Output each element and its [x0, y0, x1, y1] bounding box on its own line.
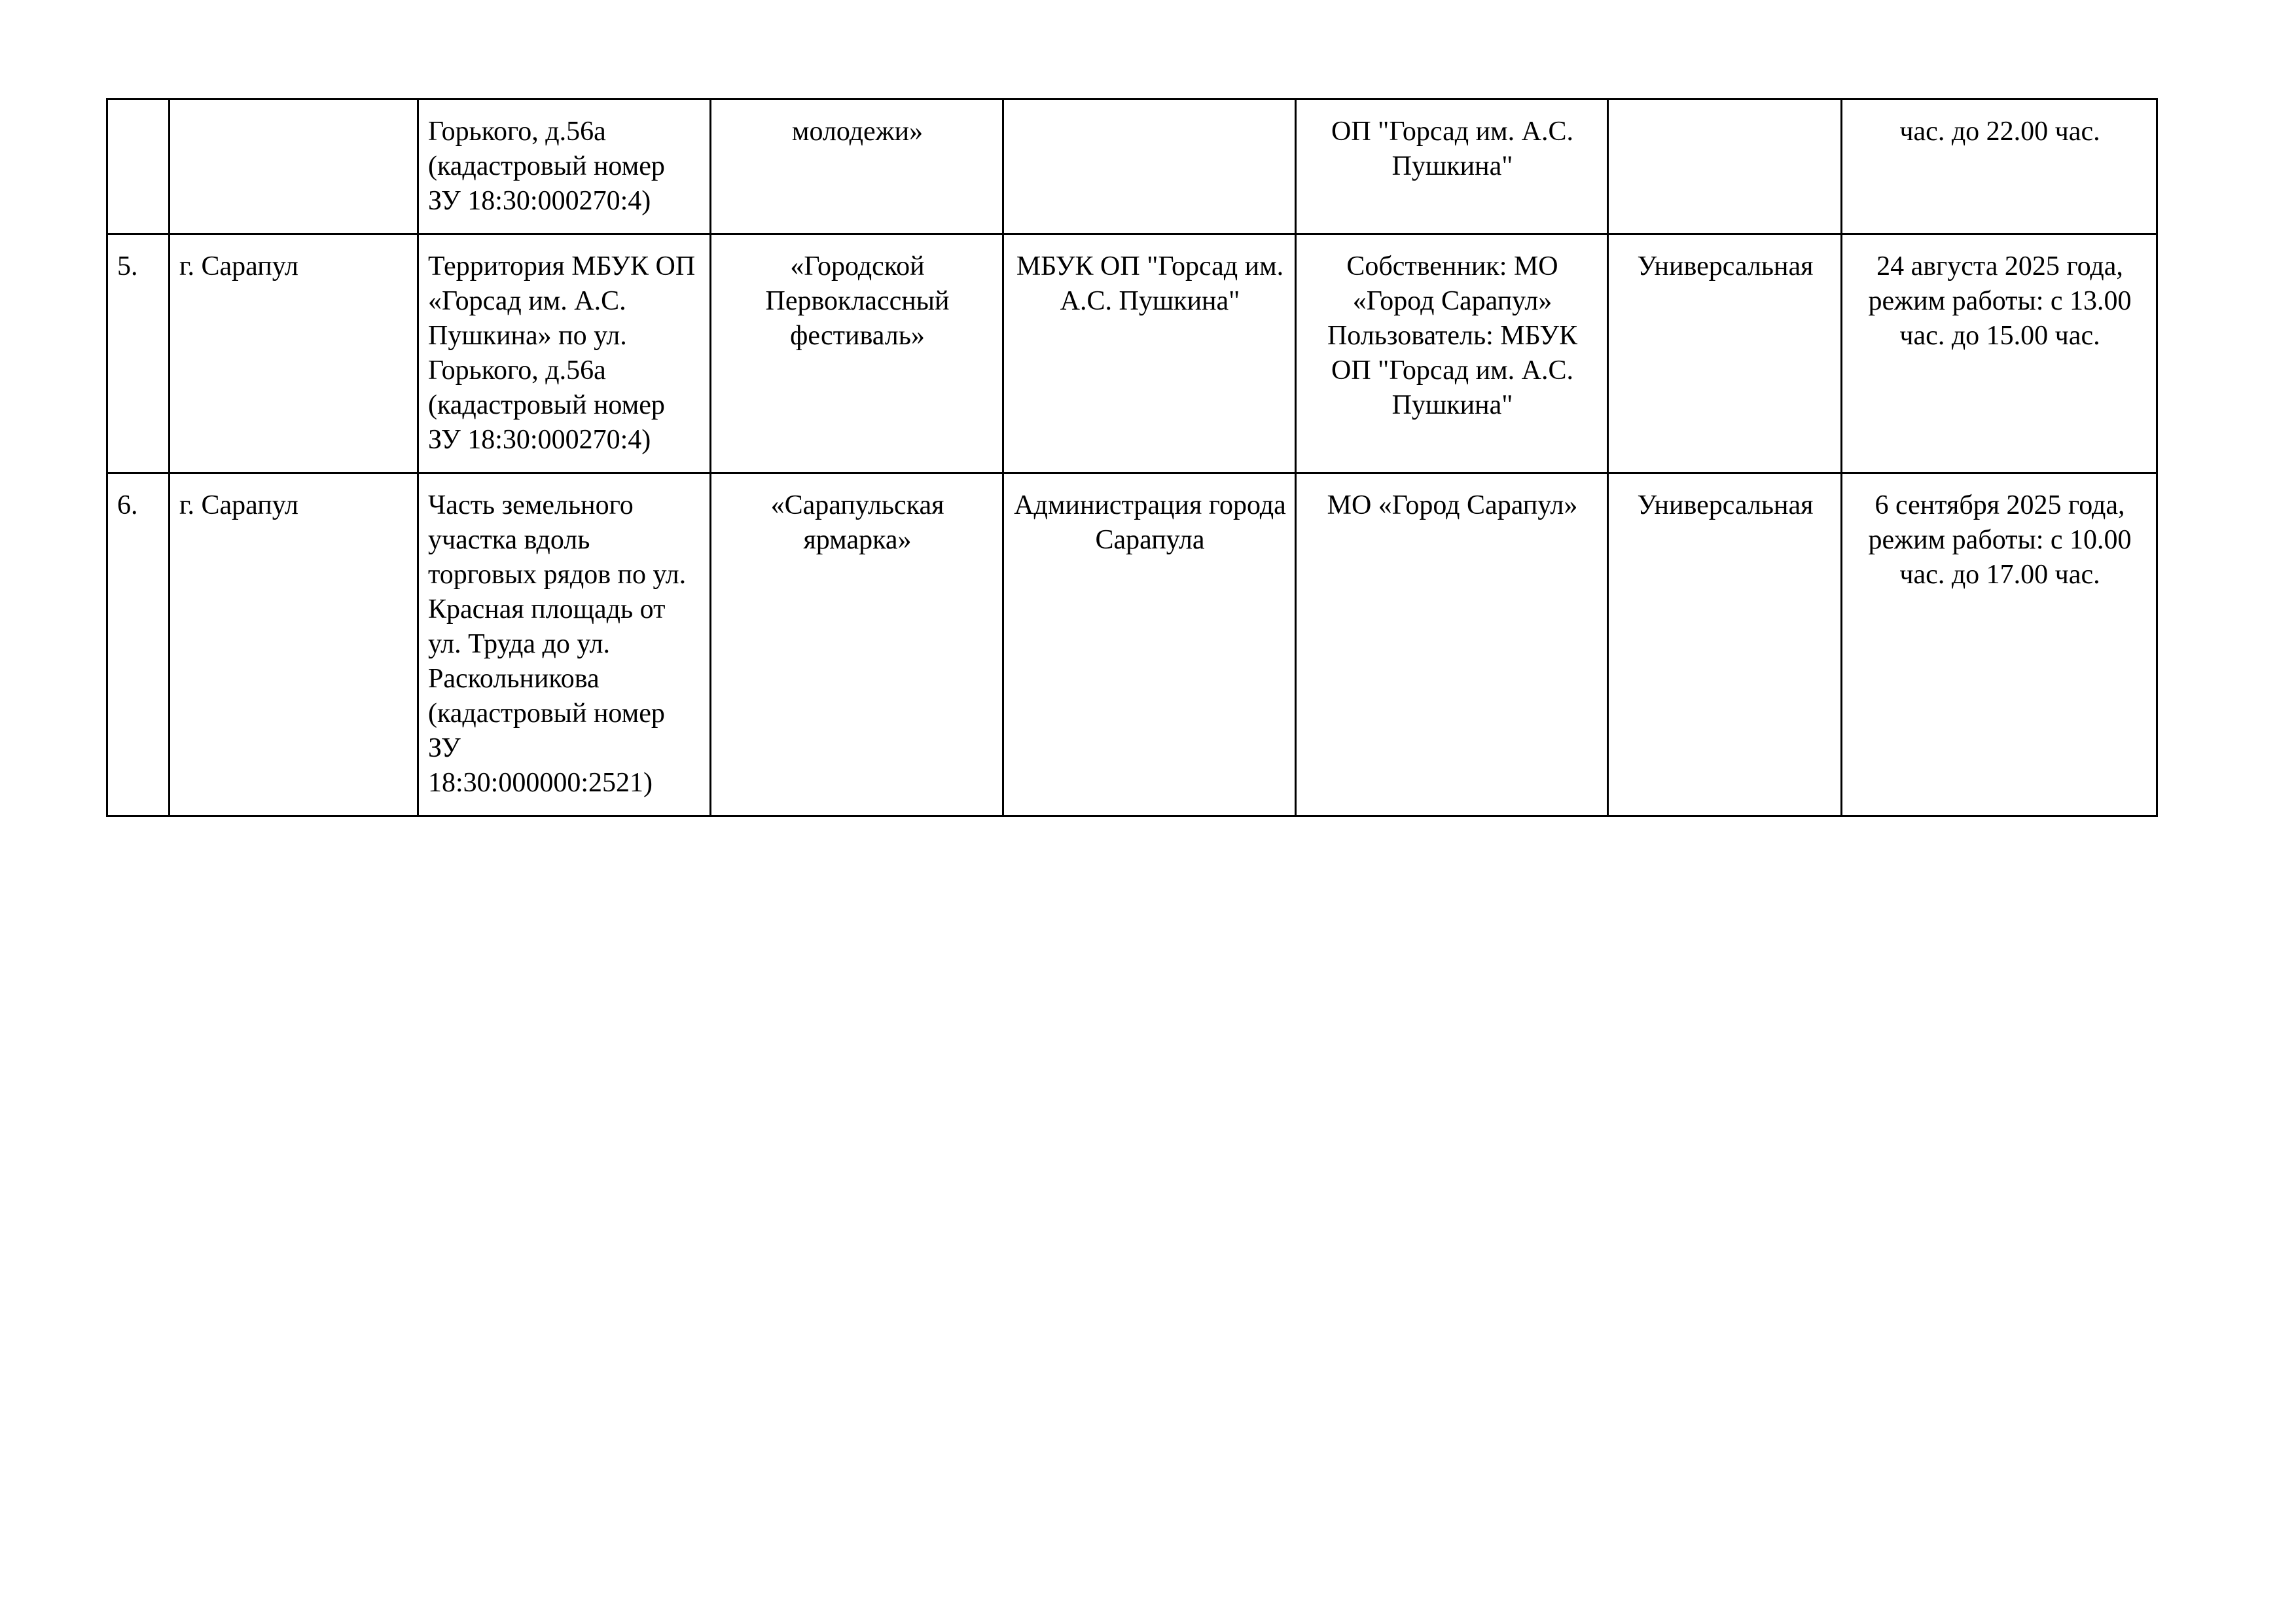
cell-location: Горького, д.56а (кадастровый номер ЗУ 18:30:000270:4) — [418, 99, 711, 234]
table-row — [107, 234, 2157, 473]
cell-number — [107, 99, 170, 234]
cell-city — [170, 99, 418, 234]
cell-organizer: МБУК ОП "Горсад им. А.С. Пушкина" — [1003, 234, 1296, 473]
cell-number: 6. — [107, 473, 170, 816]
table-row — [107, 99, 2157, 234]
cell-owner: ОП "Горсад им. А.С. Пушкина" — [1296, 99, 1608, 234]
cell-schedule: 24 августа 2025 года, режим работы: с 13.00 час. до 15.00 час. — [1842, 234, 2157, 473]
cell-fair-name: молодежи» — [711, 99, 1003, 234]
cell-owner: Собственник: МО «Город Сарапул» Пользователь: МБУК ОП "Горсад им. А.С. Пушкина" — [1296, 234, 1608, 473]
cell-fair-type: Универсальная — [1608, 234, 1842, 473]
cell-fair-name: «Городской Первоклассный фестиваль» — [711, 234, 1003, 473]
cell-location: Часть земельного участка вдоль торговых рядов по ул. Красная площадь от ул. Труда до ул. Раскольникова (кадастровый номер ЗУ 18:30:000000:2521) — [418, 473, 711, 816]
cell-number: 5. — [107, 234, 170, 473]
cell-fair-type — [1608, 99, 1842, 234]
cell-organizer: Администрация города Сарапула — [1003, 473, 1296, 816]
cell-city: г. Сарапул — [170, 234, 418, 473]
cell-schedule: 6 сентября 2025 года, режим работы: с 10.00 час. до 17.00 час. — [1842, 473, 2157, 816]
fair-locations-table — [106, 98, 2158, 817]
table-row — [107, 473, 2157, 816]
cell-city: г. Сарапул — [170, 473, 418, 816]
cell-fair-type: Универсальная — [1608, 473, 1842, 816]
cell-location: Территория МБУК ОП «Горсад им. А.С. Пушкина» по ул. Горького, д.56а (кадастровый номер ЗУ 18:30:000270:4) — [418, 234, 711, 473]
cell-fair-name: «Сарапульская ярмарка» — [711, 473, 1003, 816]
cell-schedule: час. до 22.00 час. — [1842, 99, 2157, 234]
cell-owner: МО «Город Сарапул» — [1296, 473, 1608, 816]
cell-organizer — [1003, 99, 1296, 234]
